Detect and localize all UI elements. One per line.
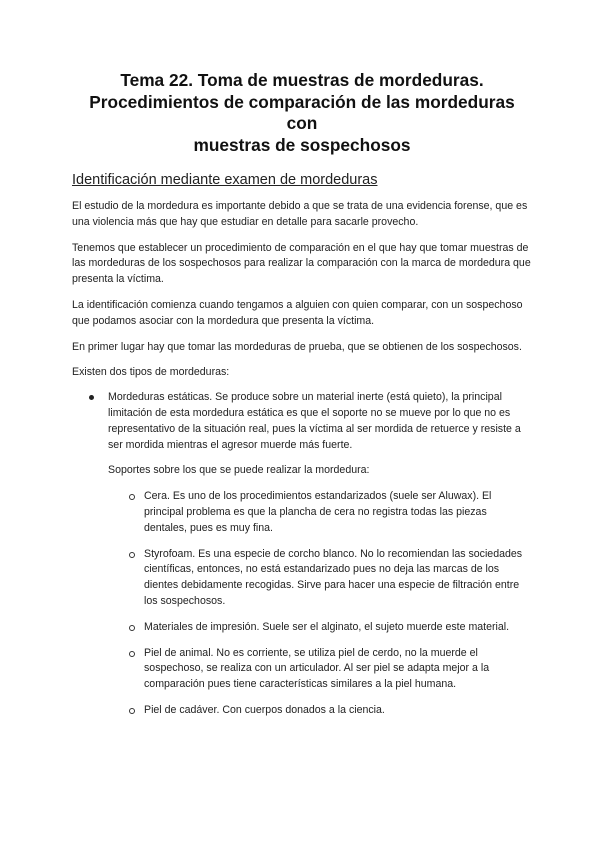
title-line-1: Tema 22. Toma de muestras de mordeduras. <box>120 70 484 90</box>
support-animal-skin: Piel de animal. No es corriente, se utiliza piel de cerdo, no la muerde el sospechoso, se realiza con un articulador. Al ser piel se adapta mejor a la comparación pues tiene características similares a la piel humana. <box>144 646 490 691</box>
list-item <box>108 547 532 610</box>
paragraph-2: Tenemos que establecer un procedimiento de comparación en el que hay que tomar muestras de las mordeduras de los sospechosos para realizar la comparación con la marca de mordedura que presenta la víctima. <box>72 241 531 286</box>
document-page <box>72 70 532 719</box>
title-line-3: muestras de sospechosos <box>193 134 411 155</box>
section-heading: Identificación mediante examen de mordeduras <box>72 172 378 188</box>
list-item <box>108 620 532 636</box>
list-item <box>108 489 532 536</box>
document-title <box>72 70 532 156</box>
support-cadaver-skin: Piel de cadáver. Con cuerpos donados a la ciencia. <box>144 703 385 716</box>
support-wax: Cera. Es uno de los procedimientos estandarizados (suele ser Aluwax). El principal problema es que la plancha de cera no registra todas las piezas dentales, pues es muy fina. <box>144 490 492 534</box>
paragraph-4: En primer lugar hay que tomar las mordeduras de prueba, que se obtienen de los sospechosos. <box>72 340 522 353</box>
circle-bullet-icon <box>129 552 135 558</box>
circle-bullet-icon <box>129 708 135 714</box>
bite-types-list <box>72 390 532 719</box>
support-impression-materials: Materiales de impresión. Suele ser el alginato, el sujeto muerde este material. <box>144 620 510 633</box>
circle-bullet-icon <box>129 494 135 500</box>
bullet-dot-icon <box>89 395 94 400</box>
list-item <box>108 703 532 719</box>
support-styrofoam: Styrofoam. Es una especie de corcho blanco. No lo recomiendan las sociedades científicas, entonces, no está estandarizado pues no deja las marcas de los dientes debidamente recogidas. Sirve para hacer una especie de filtración entre los sospechosos. <box>144 547 523 607</box>
bullet-static-bites: Mordeduras estáticas. Se produce sobre un material inerte (está quieto), la principal limitación de esta mordedura estática es que el soporte no se mueve por lo que no es representativo de la situación real, pues la víctima al ser mordida de retuerce y resiste a ser mordida mientras el agresor muerde más fuerte. <box>108 391 521 451</box>
supports-list <box>108 489 532 719</box>
circle-bullet-icon <box>129 651 135 657</box>
circle-bullet-icon <box>129 625 135 631</box>
paragraph-3: La identificación comienza cuando tengamos a alguien con quien comparar, con un sospechoso que podamos asociar con la mordedura que presenta la víctima. <box>72 298 523 327</box>
supports-intro: Soportes sobre los que se puede realizar la mordedura: <box>108 464 370 477</box>
paragraph-5: Existen dos tipos de mordeduras: <box>72 366 230 379</box>
paragraph-1: El estudio de la mordedura es importante debido a que se trata de una evidencia forense, que es una violencia más que hay que estudiar en detalle para sacarle provecho. <box>72 200 528 228</box>
list-item <box>108 646 532 693</box>
list-item <box>72 390 532 719</box>
title-line-2: Procedimientos de comparación de las mordeduras con <box>89 91 515 133</box>
